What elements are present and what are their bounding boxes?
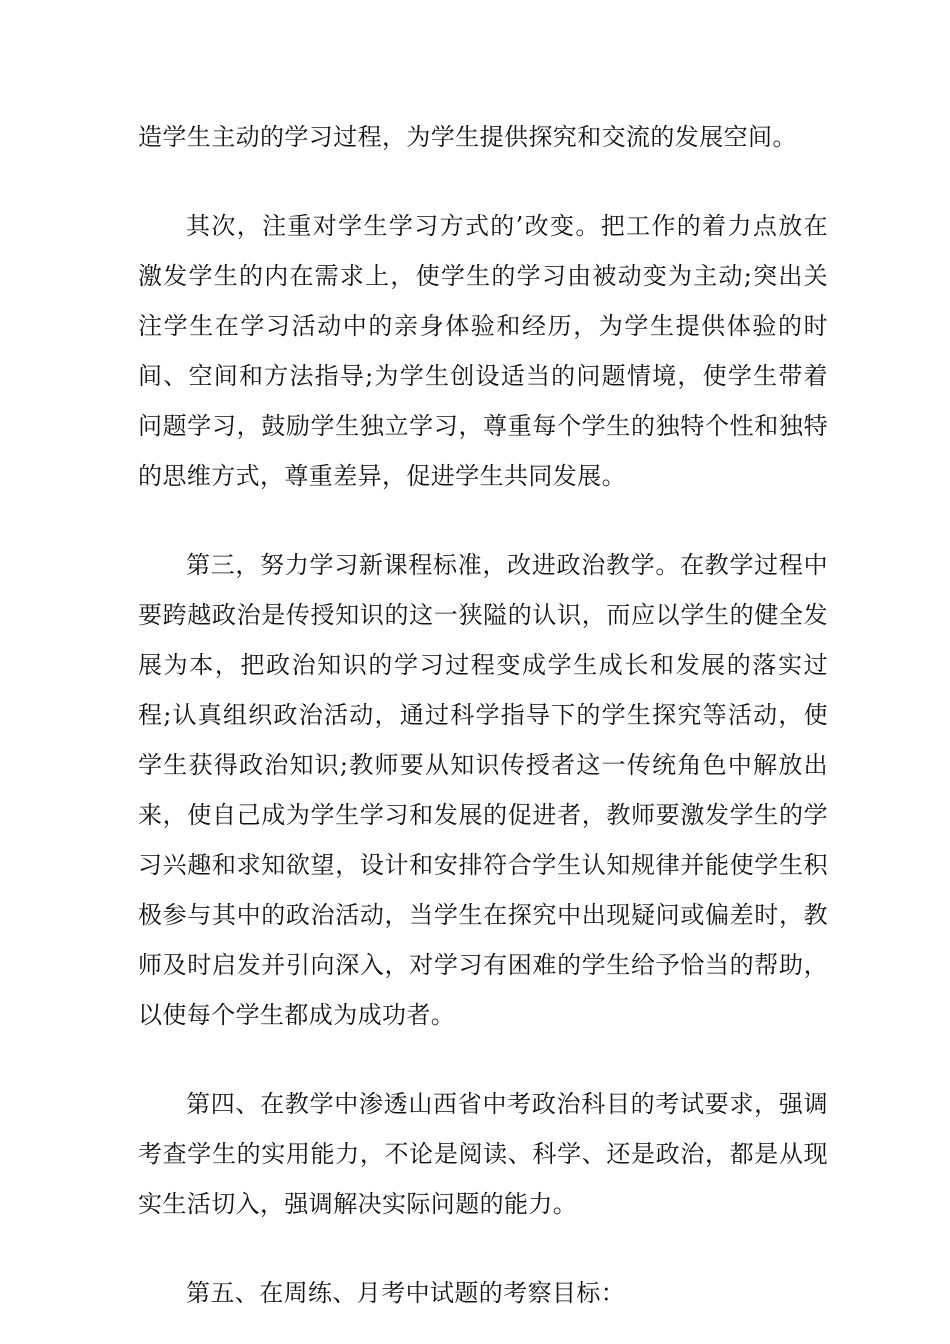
- paragraph-third: 第三，努力学习新课程标准，改进政治教学。在教学过程中要跨越政治是传授知识的这一狭隘的认识，而应以学生的健全发展为本，把政治知识的学习过程变成学生成长和发展的落实过程;认真组织政治活动，通过科学指导下的学生探究等活动，使学生获得政治知识;教师要从知识传授者这一传统角色中解放出来，使自己成为学生学习和发展的促进者，教师要激发学生的学习兴趣和求知欲望，设计和安排符合学生认知规律并能使学生积极参与其中的政治活动，当学生在探究中出现疑问或偏差时，教师及时启发并引向深入，对学习有困难的学生给予恰当的帮助，以使每个学生都成为成功者。: [138, 551, 828, 1029]
- paragraph-gap: [138, 501, 828, 540]
- paragraph-gap: [138, 1040, 828, 1079]
- paragraph-second: 其次，注重对学生学习方式的’改变。把工作的着力点放在激发学生的内在需求上，使学生的学习由被动变为主动;突出关注学生在学习活动中的亲身体验和经历，为学生提供体验的时间、空间和方法指导;为学生创设适当的问题情境，使学生带着问题学习，鼓励学生独立学习，尊重每个学生的独特个性和独特的思维方式，尊重差异，促进学生共同发展。: [138, 212, 828, 490]
- paragraph-gap: [138, 162, 828, 201]
- paragraph-gap: [138, 1229, 828, 1268]
- document-body: [138, 112, 828, 1318]
- paragraph-fifth: 第五、在周练、月考中试题的考察目标：: [186, 1279, 626, 1307]
- paragraph-fourth: 第四、在教学中渗透山西省中考政治科目的考试要求，强调考查学生的实用能力，不论是阅读、科学、还是政治，都是从现实生活切入，强调解决实际问题的能力。: [138, 1090, 828, 1218]
- paragraph-continuation: 造学生主动的学习过程，为学生提供探究和交流的发展空间。: [138, 123, 797, 151]
